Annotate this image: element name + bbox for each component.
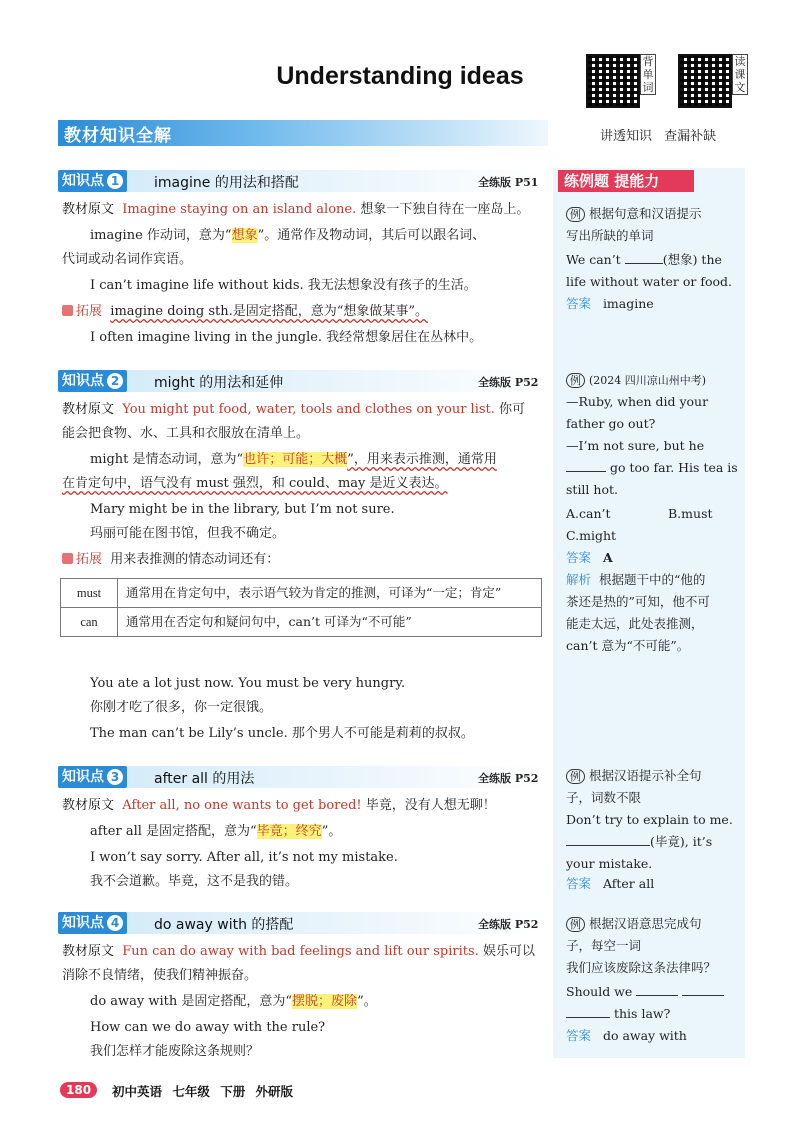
- knowledge-point-4-bar: [58, 912, 544, 934]
- exercise-2-line-3: —I’m not sure, but he: [566, 438, 705, 453]
- kp2-explanation: might 是情态动词，意为“也许；可能；大概”，用来表示推测，通常用: [90, 452, 497, 467]
- kp2-explanation-cont: 在肯定句中，语气没有 must 强烈，和 could、may 是近义表达。: [62, 476, 448, 491]
- exercise-4-answer: 答案 do away with: [566, 1028, 687, 1043]
- table-row: must 通常用在肯定句中，表示语气较为肯定的推测，可译为“一定；肯定”: [61, 579, 542, 608]
- exercise-3-line-1: Don’t try to explain to me.: [566, 812, 733, 827]
- exercise-3-question-cont: 子，词数不限: [566, 790, 642, 805]
- answer-blank[interactable]: [566, 845, 650, 846]
- qr-code-vocabulary[interactable]: [586, 54, 640, 108]
- exercise-2-option-a: A.can’t: [566, 506, 611, 521]
- kp1-original: 教材原文 Imagine staying on an island alone. 想象一下独自待在一座岛上。: [62, 202, 530, 217]
- exercise-4-line-2: Should we: [566, 982, 724, 1002]
- knowledge-point-1-ref: 全练版 P51: [478, 176, 539, 189]
- exercise-3-line-3: your mistake.: [566, 856, 653, 871]
- exercise-4-line-1: 我们应该废除这条法律吗？: [566, 960, 717, 975]
- knowledge-point-1-bar: [58, 170, 544, 192]
- exercise-1-line-2: life without water or food.: [566, 274, 732, 289]
- knowledge-point-4-title: do away with 的搭配: [154, 917, 294, 933]
- section-banner-subtitle: 讲透知识 查漏补缺: [600, 129, 717, 144]
- knowledge-point-4-badge: 知识点 4: [58, 912, 127, 934]
- exercise-2-answer: 答案 A: [566, 550, 613, 565]
- knowledge-point-2-badge: 知识点 2: [58, 370, 127, 392]
- kp1-extension: 拓展 imagine doing sth.是固定搭配，意为“想象做某事”。: [62, 304, 428, 320]
- exercise-2-analysis-3: 能走太远，此处表推测，: [566, 616, 704, 631]
- kp2-example-2: You ate a lot just now. You must be very hungry.: [90, 676, 406, 691]
- exercise-2-line-4: go too far. His tea is: [566, 458, 738, 478]
- exercise-2-line-1: —Ruby, when did your: [566, 394, 709, 409]
- kp2-example-2-cn: 你刚才吃了很多，你一定很饿。: [90, 700, 273, 715]
- knowledge-point-2-bar: [58, 370, 544, 392]
- kp1-example-2: I often imagine living in the jungle. 我经常想象居住在丛林中。: [90, 330, 483, 345]
- kp3-example-1: I won’t say sorry. After all, it’s not my mistake.: [90, 850, 398, 865]
- knowledge-point-2-title: might 的用法和延伸: [154, 375, 284, 391]
- page-number: 180: [60, 1082, 97, 1098]
- kp2-extension: 拓展 用来表推测的情态动词还有：: [62, 552, 279, 568]
- modal-verbs-table: [60, 578, 542, 637]
- knowledge-point-4-ref: 全练版 P52: [478, 918, 539, 931]
- exercise-1-line-1: We can’t (想象) the: [566, 252, 722, 267]
- kp3-explanation: after all 是固定搭配，意为“毕竟；终究”。: [90, 824, 342, 839]
- exercise-2-analysis: 解析 根据题干中的“他的: [566, 572, 706, 587]
- kp4-original-cont: 消除不良情绪，使我们精神振奋。: [62, 968, 258, 983]
- kp2-example-1: Mary might be in the library, but I’m not sure.: [90, 502, 395, 517]
- knowledge-point-3-title: after all 的用法: [154, 771, 255, 787]
- kp2-example-3: The man can’t be Lily’s uncle. 那个男人不可能是莉莉的叔叔。: [90, 726, 474, 741]
- extension-icon: [62, 553, 73, 564]
- knowledge-point-3-ref: 全练版 P52: [478, 772, 539, 785]
- answer-blank[interactable]: [682, 995, 724, 996]
- exercise-2-line-5: still hot.: [566, 482, 618, 497]
- kp4-example-1-cn: 我们怎样才能废除这条规则？: [90, 1044, 260, 1059]
- kp1-explanation: imagine 作动词，意为“想象”。通常作及物动词，其后可以跟名词、: [90, 228, 486, 243]
- exercise-1-answer: 答案 imagine: [566, 296, 654, 311]
- kp4-explanation: do away with 是固定搭配，意为“摆脱；废除”。: [90, 994, 377, 1009]
- exercise-3-answer: 答案 After all: [566, 876, 655, 891]
- exercise-4-line-3: this law?: [566, 1004, 670, 1024]
- table-row: can 通常用在否定句和疑问句中，can’t 可译为“不可能”: [61, 608, 542, 637]
- extension-icon: [62, 305, 73, 316]
- qr-label-reading: 读课文: [732, 54, 748, 95]
- answer-blank[interactable]: [566, 1017, 610, 1018]
- exercise-3-line-2: (毕竟), it’s: [566, 832, 712, 852]
- kp2-example-1-cn: 玛丽可能在图书馆，但我不确定。: [90, 526, 286, 541]
- kp3-example-1-cn: 我不会道歉。毕竟，这不是我的错。: [90, 874, 299, 889]
- exercise-1-question-cont: 写出所缺的单词: [566, 228, 654, 243]
- exercise-4-question: 例 根据汉语意思完成句: [566, 914, 702, 934]
- exercise-1-question: 例 根据句意和汉语提示: [566, 204, 702, 224]
- answer-blank[interactable]: [636, 995, 678, 996]
- qr-code-reading[interactable]: [678, 54, 732, 108]
- practice-sidebar-title: 练例题 提能力: [558, 170, 694, 192]
- qr-label-vocabulary: 背单词: [640, 54, 656, 95]
- exercise-2-option-b: B.must: [668, 506, 713, 521]
- kp1-example-1: I can’t imagine life without kids. 我无法想象没有孩子的生活。: [90, 278, 477, 293]
- exercise-2-option-c: C.might: [566, 528, 617, 543]
- knowledge-point-3-badge: 知识点 3: [58, 766, 127, 788]
- kp4-example-1: How can we do away with the rule?: [90, 1020, 326, 1035]
- exercise-2-source: 例 (2024 四川凉山州中考): [566, 370, 706, 391]
- section-banner-title: 教材知识全解: [64, 126, 172, 146]
- kp2-original: 教材原文 You might put food, water, tools and clothes on your list. 你可: [62, 402, 526, 417]
- kp4-original: 教材原文 Fun can do away with bad feelings and lift our spirits. 娱乐可以: [62, 944, 535, 959]
- exercise-3-question: 例 根据汉语提示补全句: [566, 766, 702, 786]
- exercise-2-analysis-4: can’t 意为“不可能”。: [566, 638, 690, 653]
- kp2-original-cont: 能会把食物、水、工具和衣服放在清单上。: [62, 426, 310, 441]
- exercise-4-question-cont: 子，每空一词: [566, 938, 642, 953]
- kp3-original: 教材原文 After all, no one wants to get bored! 毕竟，没有人想无聊！: [62, 798, 496, 813]
- knowledge-point-3-bar: [58, 766, 544, 788]
- knowledge-point-1-title: imagine 的用法和搭配: [154, 175, 299, 191]
- answer-blank[interactable]: [625, 263, 663, 264]
- knowledge-point-1-badge: 知识点 1: [58, 170, 127, 192]
- kp1-explanation-cont: 代词或动名词作宾语。: [62, 252, 193, 267]
- exercise-2-line-2: father go out?: [566, 416, 656, 431]
- page-title: Understanding ideas: [276, 62, 524, 90]
- footer-book-info: 初中英语 七年级 下册 外研版: [112, 1084, 294, 1099]
- exercise-2-analysis-2: 茶还是热的”可知，他不可: [566, 594, 710, 609]
- knowledge-point-2-ref: 全练版 P52: [478, 376, 539, 389]
- answer-blank[interactable]: [566, 471, 606, 472]
